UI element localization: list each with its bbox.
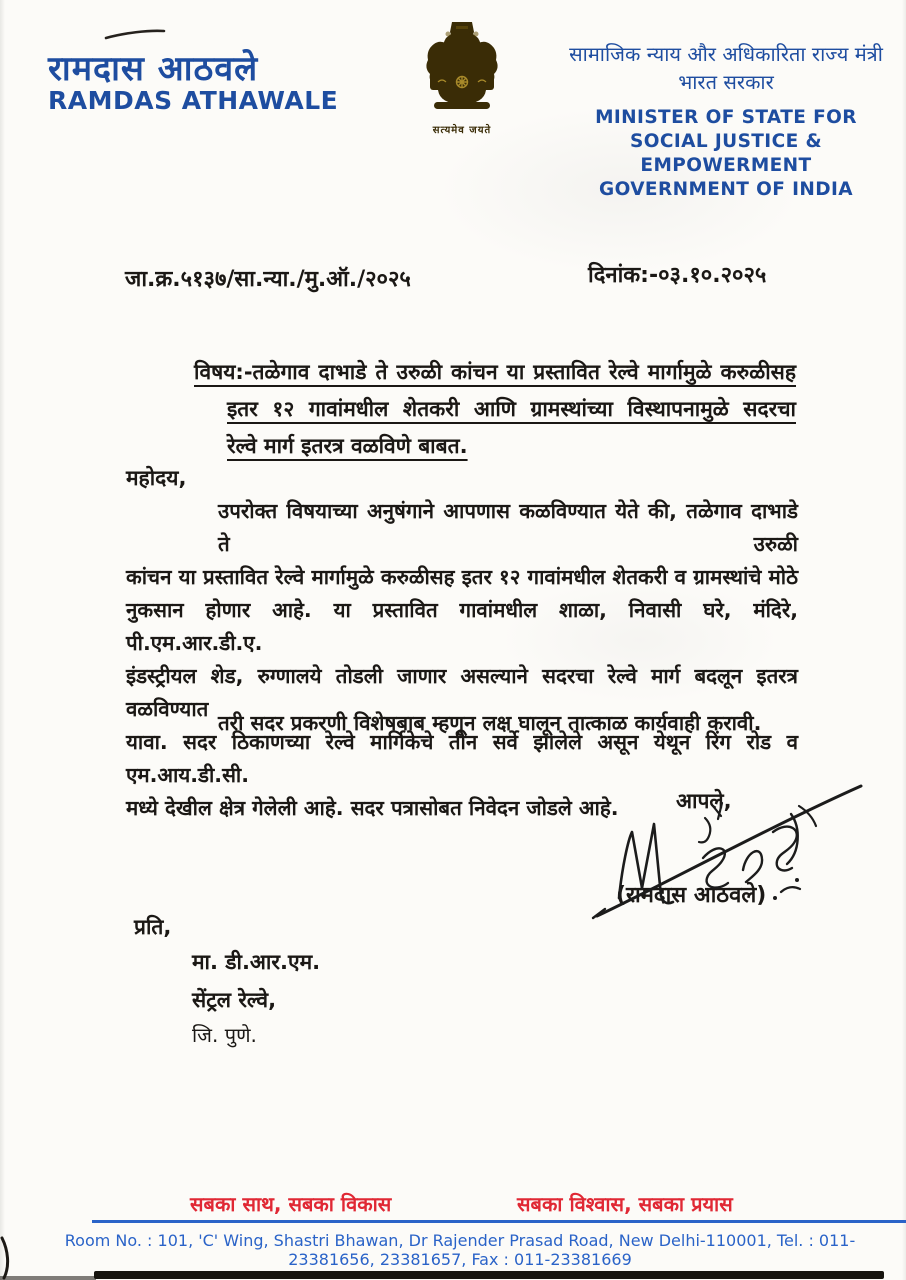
recipient-line-3: जि. पुणे. — [192, 1023, 257, 1047]
body-line: यावा. सदर ठिकाणच्या रेल्वे मार्गिकेचे तीन सर्वे झालेले असून येथून रिंग रोड व एम.आय.डी.सी. — [126, 730, 798, 787]
minister-office-block — [560, 40, 892, 202]
pen-mark — [104, 27, 166, 41]
subject-line-3: रेल्वे मार्ग इतरत्र वळविणे बाबत. — [227, 434, 468, 458]
office-title-english-2: SOCIAL JUSTICE & EMPOWERMENT — [630, 131, 822, 176]
body-line: नुकसान होणार आहे. या प्रस्तावित गावांमधील शाळा, निवासी घरे, मंदिरे, पी.एम.आर.डी.ए. — [126, 598, 798, 655]
subject-line-1: विषय:-तळेगाव दाभाडे ते उरुळी कांचन या प्रस्तावित रेल्वे मार्गामुळे करुळीसह — [194, 360, 796, 384]
body-line: कांचन या प्रस्तावित रेल्वे मार्गामुळे करुळीसह इतर १२ गावांमधील शेतकरी व ग्रामस्थांचे मोठे — [126, 565, 798, 589]
sender-name-english: RAMDAS ATHAWALE — [48, 86, 339, 115]
emblem-motto: सत्यमेव जयते — [432, 125, 492, 136]
scan-edge-artifact — [94, 1271, 884, 1279]
recipient-label: प्रति, — [134, 915, 172, 939]
body-line: मध्ये देखील क्षेत्र गेलेली आहे. सदर पत्रासोबत निवेदन जोडले आहे. — [126, 796, 619, 820]
signatory-name: (रामदास आठवले) — [616, 883, 767, 908]
scan-edge-artifact — [0, 1276, 96, 1280]
recipient-line-1: मा. डी.आर.एम. — [192, 950, 321, 974]
slogan-right: सबका विश्वास, सबका प्रयास — [517, 1192, 733, 1216]
office-title-english-3: GOVERNMENT OF INDIA — [598, 179, 854, 200]
closing-salutation: आपले, — [676, 789, 732, 813]
subject-line-2: इतर १२ गावांमधील शेतकरी आणि ग्रामस्थांच्या विस्थापनामुळे सदरचा — [227, 397, 796, 421]
slogan-left: सबका साथ, सबका विकास — [190, 1192, 392, 1216]
reference-number: जा.क्र.५१३७/सा.न्या./मु.ऑ./२०२५ — [125, 267, 411, 292]
office-title-english-1: MINISTER OF STATE FOR — [595, 107, 857, 128]
salutation: महोदय, — [126, 466, 187, 490]
footer-address: Room No. : 101, 'C' Wing, Shastri Bhawan, Dr Rajender Prasad Road, New Delhi-110001, Tel. : 011-23381656, 23381657, Fax : 011-23381669 — [64, 1231, 856, 1269]
scan-corner-artifact — [0, 1236, 14, 1280]
office-title-hindi: सामाजिक न्याय और अधिकारिता राज्य मंत्री — [569, 42, 883, 66]
sender-name-devanagari: रामदास आठवले — [48, 49, 259, 89]
recipient-line-2: सेंट्रल रेल्वे, — [192, 988, 277, 1012]
body-paragraph-2: तरी सदर प्रकरणी विशेषबाब म्हणून लक्ष घालून तात्काळ कार्यवाही करावी. — [218, 711, 762, 735]
footer-divider — [92, 1220, 906, 1223]
body-paragraph-1 — [126, 495, 798, 825]
letter-date: दिनांक:-०३.१०.२०२५ — [588, 263, 767, 288]
body-line: इंडस्ट्रीयल शेड, रुग्णालये तोडली जाणार असल्याने सदरचा रेल्वे मार्ग बदलून इतरत्र वळविण्यात — [126, 664, 798, 721]
subject-block — [194, 354, 796, 465]
office-govt-hindi: भारत सरकार — [678, 70, 774, 94]
body-line: उपरोक्त विषयाच्या अनुषंगाने आपणास कळविण्यात येते की, तळेगाव दाभाडे ते उरुळी — [218, 499, 798, 556]
